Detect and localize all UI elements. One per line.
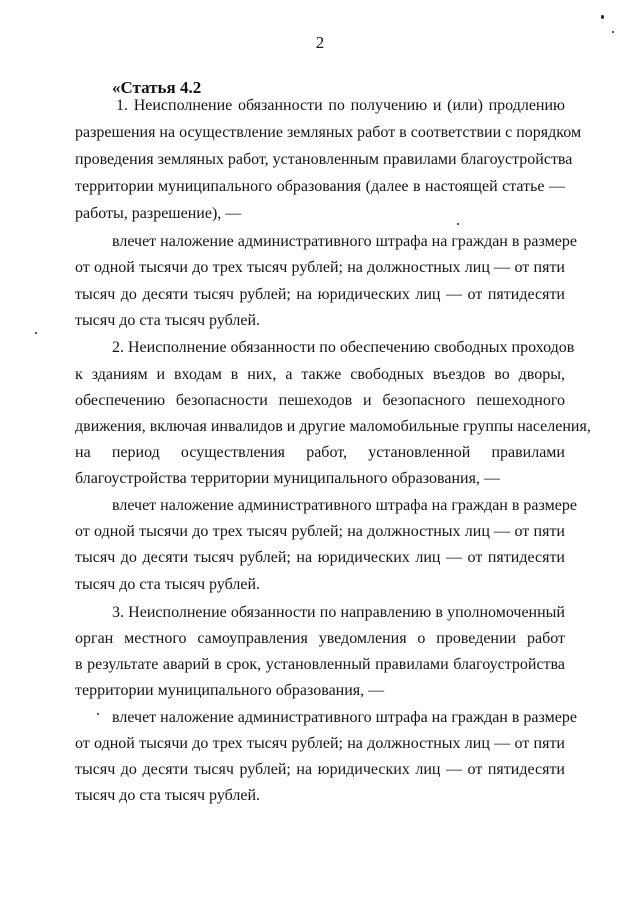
paragraph-line: влечет наложение административного штрафа на граждан в размере [112,233,577,250]
paragraph-line: влечет наложение административного штрафа на граждан в размере [112,497,577,514]
paragraph-line: тысяч до ста тысяч рублей. [75,787,260,804]
paragraph-line: от одной тысячи до трех тысяч рублей; на должностных лиц — от пяти [75,259,565,276]
scan-speck [97,713,99,715]
paragraph-line: тысяч до десяти тысяч рублей; на юридических лиц — от пятидесяти [75,761,565,778]
paragraph-line: 3. Неисполнение обязанности по направлению в уполномоченный [112,604,565,621]
paragraph-line: орган местного самоуправления уведомления о проведении работ [75,630,565,647]
page-number: 2 [315,33,325,52]
paragraph-line: от одной тысячи до трех тысяч рублей; на должностных лиц — от пяти [75,523,565,540]
scan-speck [457,223,459,225]
paragraph-line: тысяч до ста тысяч рублей. [75,576,260,593]
paragraph-line: 2. Неисполнение обязанности по обеспечению свободных проходов [112,339,575,356]
scan-speck [612,31,614,33]
paragraph-line: благоустройства территории муниципального образования, — [75,470,500,487]
paragraph-line: движения, включая инвалидов и другие маломобильные группы населения, [75,418,591,435]
scan-speck [601,15,604,19]
paragraph-line: влечет наложение административного штрафа на граждан в размере [112,709,577,726]
scan-speck [35,332,37,334]
paragraph-line: тысяч до ста тысяч рублей. [75,312,260,329]
paragraph-line: тысяч до десяти тысяч рублей; на юридических лиц — от пятидесяти [75,549,565,566]
paragraph-line: проведения земляных работ, установленным правилами благоустройства [75,151,573,168]
paragraph-line: территории муниципального образования (далее в настоящей статье — [75,178,565,195]
paragraph-line: на период осуществления работ, установленной правилами [75,444,565,461]
paragraph-line: 1. Неисполнение обязанности по получению и (или) продлению [116,97,565,114]
paragraph-line: тысяч до десяти тысяч рублей; на юридических лиц — от пятидесяти [75,286,565,303]
paragraph-line: к зданиям и входам в них, а также свободных въездов во дворы, [75,366,565,383]
paragraph-line: работы, разрешение), — [75,205,242,222]
paragraph-line: территории муниципального образования, — [75,682,385,699]
article-title: «Статья 4.2 [112,78,202,97]
paragraph-line: обеспечению безопасности пешеходов и безопасного пешеходного [75,392,565,409]
paragraph-line: разрешения на осуществление земляных работ в соответствии с порядком [75,124,582,141]
paragraph-line: в результате аварий в срок, установленный правилами благоустройства [75,656,565,673]
paragraph-line: от одной тысячи до трех тысяч рублей; на должностных лиц — от пяти [75,735,565,752]
